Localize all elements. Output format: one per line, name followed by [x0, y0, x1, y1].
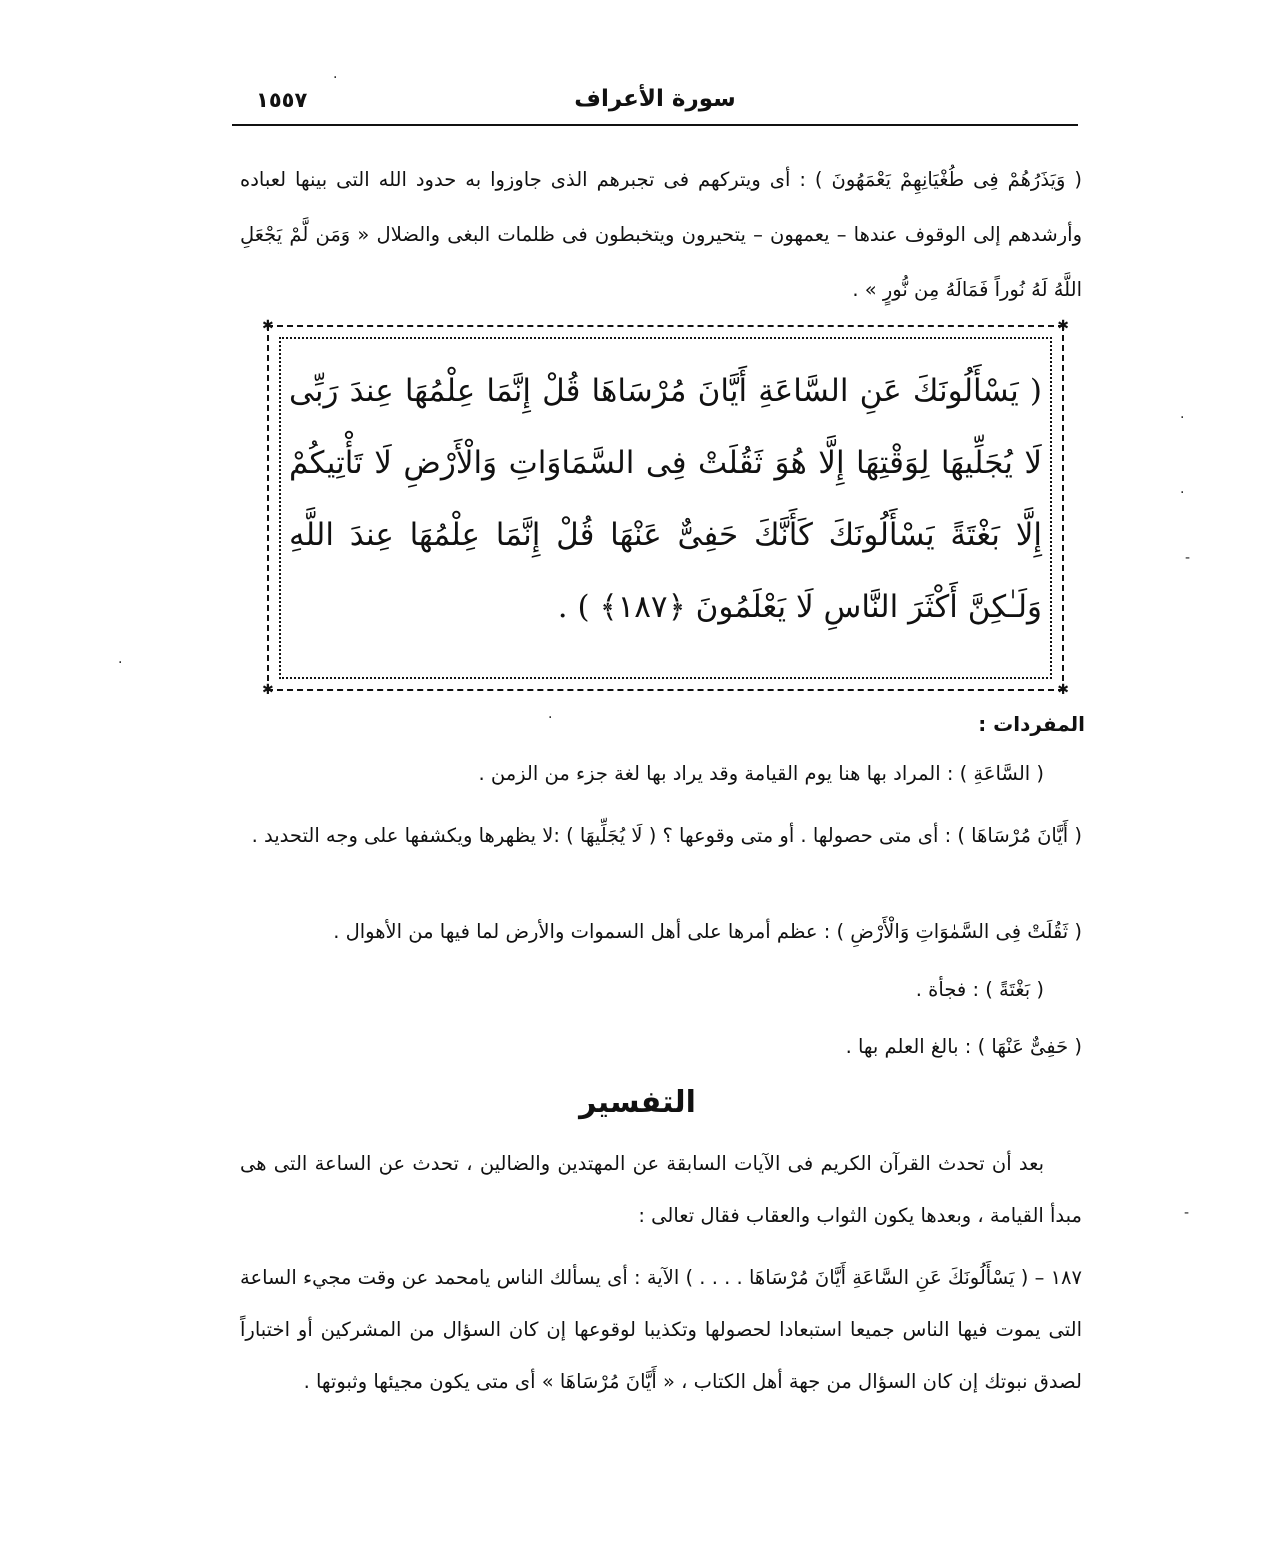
vocab-item: ( حَفِىٌّ عَنْهَا ) : بالغ العلم بها .	[845, 1035, 1082, 1058]
frame-corner-star: ✱	[1057, 682, 1069, 698]
scan-speck: ·	[548, 710, 553, 726]
scan-speck: ·	[1180, 410, 1185, 426]
scan-speck: ·	[118, 655, 123, 671]
scan-speck: ·	[333, 70, 338, 86]
page-header	[232, 82, 1078, 126]
tafsir-paragraph: ١٨٧ – ( يَسْأَلُونَكَ عَنِ السَّاعَةِ أَيَّانَ مُرْسَاهَا . . . . ) الآية : أى يسألك الناس يامحمد عن وقت مجيء الساعة التى يموت فيها الناس جميعا استبعادا لحصولها وتكذيبا لوقوعها إن كان السؤال من المشركين أو اختباراً لصدق نبوتك إن كان السؤال من جهة أهل الكتاب ، « أَيَّانَ مُرْسَاهَا » أى متى يكون مجيئها وثبوتها .	[240, 1266, 1082, 1393]
surah-title: سورة الأعراف	[574, 86, 736, 112]
header-rule	[232, 124, 1078, 126]
vocab-item: ( بَغْتَةً ) : فجأة .	[915, 978, 1044, 1001]
quran-verse: ( يَسْأَلُونَكَ عَنِ السَّاعَةِ أَيَّانَ مُرْسَاهَا قُلْ إِنَّمَا عِلْمُهَا عِندَ رَبِّى لَا يُجَلِّيهَا لِوَقْتِهَا إِلَّا هُوَ ثَقُلَتْ فِى السَّمَاوَاتِ وَالْأَرْضِ لَا تَأْتِيكُمْ إِلَّا بَغْتَةً يَسْأَلُونَكَ كَأَنَّكَ حَفِىٌّ عَنْهَا قُلْ إِنَّمَا عِلْمُهَا عِندَ اللَّهِ وَلَـٰكِنَّ أَكْثَرَ النَّاسِ لَا يَعْلَمُونَ ﴿١٨٧﴾ ) .	[289, 373, 1042, 625]
ayah-frame	[262, 318, 1069, 698]
vocab-item: ( السَّاعَةِ ) : المراد بها هنا يوم القيامة وقد يراد بها لغة جزء من الزمن .	[478, 762, 1044, 785]
frame-corner-star: ✱	[1057, 318, 1069, 334]
previous-commentary: ( وَيَذَرُهُمْ فِى طُغْيَانِهِمْ يَعْمَهُونَ ) : أى ويتركهم فى تجبرهم الذى جاوزوا به حدود الله التى بينها لعباده وأرشدهم إلى الوقوف عندها – يعمهون – يتحيرون ويتخبطون فى ظلمات البغى والضلال « وَمَن لَّمْ يَجْعَلِ اللَّهُ لَهُ نُوراً فَمَالَهُ مِن نُّورٍ » .	[240, 168, 1082, 301]
scan-speck: -	[1184, 1205, 1190, 1221]
tafsir-heading: التفسير	[579, 1085, 696, 1120]
page-number: ١٥٥٧	[256, 88, 308, 112]
tafsir-paragraph: بعد أن تحدث القرآن الكريم فى الآيات السابقة عن المهتدين والضالين ، تحدث عن الساعة التى هى مبدأ القيامة ، وبعدها يكون الثواب والعقاب فقال تعالى :	[240, 1152, 1082, 1227]
vocab-item: ( ثَقُلَتْ فِى السَّمٰوَاتِ وَالْأَرْضِ ) : عظم أمرها على أهل السموات والأرض لما فيها من الأهوال .	[333, 920, 1082, 943]
scan-speck: ·	[1180, 485, 1185, 501]
scan-speck: -	[1185, 550, 1191, 566]
frame-corner-star: ✱	[262, 318, 274, 334]
frame-corner-star: ✱	[262, 682, 274, 698]
vocab-item: ( أَيَّانَ مُرْسَاهَا ) : أى متى حصولها . أو متى وقوعها ؟ ( لَا يُجَلِّيهَا ) :لا يظهرها ويكشفها على وجه التحديد .	[251, 824, 1082, 847]
vocabulary-heading: المفردات :	[978, 712, 1085, 736]
